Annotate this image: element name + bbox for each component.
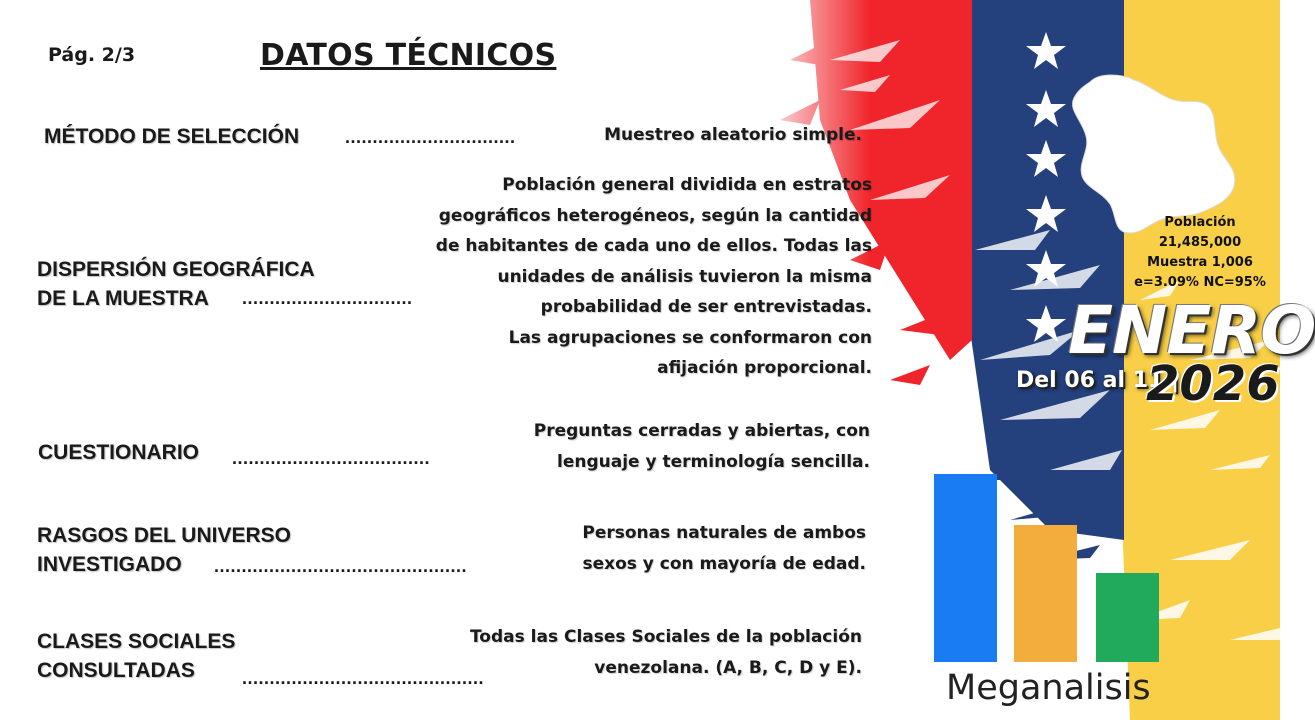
page-number: Pág. 2/3 — [48, 44, 136, 66]
value-dispersion-geografica: Población general dividida en estratos geográficos heterogéneos, según la cantidad de habitantes de cada uno de ellos. Todas las unidades de análisis tuvieron la misma probabilidad de ser entrevistadas. Las agrupaciones se conformaron con afijación proporcional. — [435, 175, 872, 378]
value-rasgos-universo: Personas naturales de ambos sexos y con mayoría de edad. — [582, 523, 866, 574]
leader-dots: ............................... — [242, 288, 413, 308]
badge-year: 2026 — [1146, 356, 1280, 412]
brand-name: Meganalisis — [946, 668, 1151, 708]
value-clases-sociales: Todas las Clases Sociales de la población venezolana. (A, B, C, D y E). — [469, 627, 862, 678]
label-rasgos-universo: RASGOS DEL UNIVERSO INVESTIGADO — [37, 524, 291, 576]
page-title: DATOS TÉCNICOS — [260, 38, 557, 73]
leader-dots: ............................................ — [242, 668, 485, 688]
label-dispersion-geografica: DISPERSIÓN GEOGRÁFICA DE LA MUESTRA — [37, 258, 315, 310]
value-metodo-seleccion: Muestreo aleatorio simple. — [604, 125, 862, 145]
leader-dots: .............................................. — [214, 556, 468, 576]
label-metodo-seleccion: MÉTODO DE SELECCIÓN — [44, 125, 300, 148]
badge-month: ENERO — [1068, 292, 1315, 369]
logo-bar-green — [1096, 573, 1159, 662]
logo-bar-orange — [1014, 525, 1077, 662]
sample-stats: Población 21,485,000 Muestra 1,006 e=3.09% NC=95% — [1134, 215, 1266, 290]
label-cuestionario: CUESTIONARIO — [38, 441, 200, 464]
value-cuestionario: Preguntas cerradas y abiertas, con lenguaje y terminología sencilla. — [533, 421, 870, 472]
logo-bar-blue — [934, 474, 997, 662]
leader-dots: ............................... — [345, 127, 516, 147]
label-clases-sociales: CLASES SOCIALES CONSULTADAS — [37, 630, 236, 682]
leader-dots: .................................... — [232, 448, 431, 468]
badge-date-range: Del 06 al 11 | — [1016, 368, 1180, 393]
